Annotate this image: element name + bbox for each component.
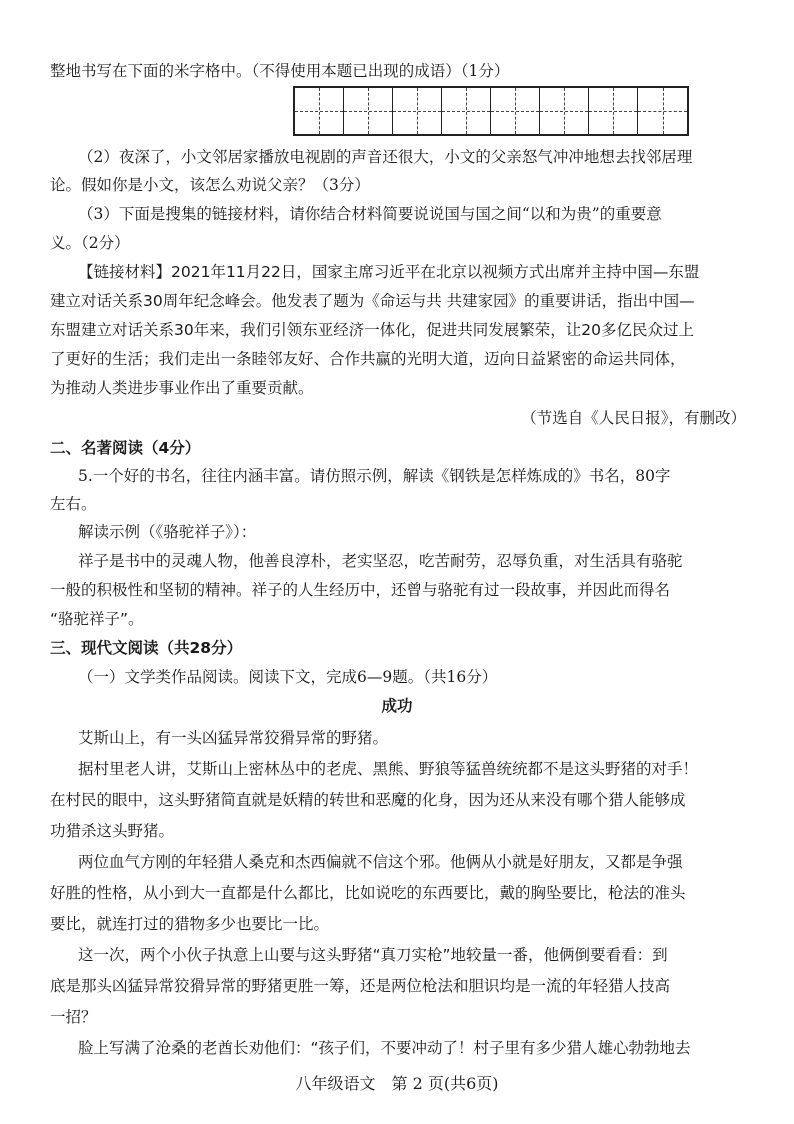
question-3-line: 义。（2分）: [50, 234, 130, 252]
question-intro-tail: 整地书写在下面的米字格中。（不得使用本题已出现的成语）（1分）: [50, 62, 510, 80]
grid-cell[interactable]: [638, 88, 687, 134]
question-2-line: 论。假如你是小文，该怎么劝说父亲？（3分）: [50, 176, 370, 194]
material-line: 东盟建立对话关系30年来，我们引领东亚经济一体化，促进共同发展繁荣，让20多亿民众过上: [50, 321, 694, 339]
article-paragraph-line: 两位血气方刚的年轻猎人桑克和杰西偏就不信这个邪。他俩从小就是好朋友，又都是争强: [78, 853, 683, 871]
writing-grid[interactable]: [293, 86, 689, 136]
section-3-subheading: （一）文学类作品阅读。阅读下文，完成6—9题。（共16分）: [78, 668, 498, 686]
example-line: 一般的积极性和坚韧的精神。祥子的人生经历中，还曾与骆驼有过一段故事，并因此而得名: [50, 581, 671, 599]
material-source: （节选自《人民日报》，有删改）: [521, 409, 746, 427]
article-paragraph-line: 脸上写满了沧桑的老酋长劝他们：“孩子们，不要冲动了！村子里有多少猎人雄心勃勃地去: [78, 1039, 691, 1057]
material-line: 了更好的生活；我们走出一条睦邻友好、合作共赢的光明大道，迈向日益紧密的命运共同体，: [50, 350, 686, 368]
grid-cell[interactable]: [344, 88, 393, 134]
page-footer: 八年级语文 第 2 页(共6页): [295, 1074, 499, 1093]
article-paragraph-line: 功猎杀这头野猪。: [50, 822, 175, 840]
question-3-line: （3）下面是搜集的链接材料，请你结合材料简要说说国与国之间“以和为贵”的重要意: [78, 205, 662, 223]
article-paragraph-line: 艾斯山上，有一头凶猛异常狡猾异常的野猪。: [78, 729, 389, 747]
article-paragraph-line: 一招？: [50, 1008, 97, 1026]
grid-cell[interactable]: [589, 88, 638, 134]
example-line: 祥子是书中的灵魂人物，他善良淳朴，老实坚忍，吃苦耐劳，忍辱负重，对生活具有骆驼: [78, 552, 683, 570]
article-paragraph-line: 好胜的性格，从小到大一直都是什么都比，比如说吃的东西要比，戴的胸坠要比，枪法的准头: [50, 884, 686, 902]
grid-cell[interactable]: [442, 88, 491, 134]
grid-cell[interactable]: [393, 88, 442, 134]
section-3-heading: 三、现代文阅读（共28分）: [50, 639, 243, 657]
article-paragraph-line: 要比，就连打过的猎物多少也要比一比。: [50, 915, 330, 933]
example-line: “骆驼祥子”。: [50, 610, 144, 628]
question-2-line: （2）夜深了，小文邻居家播放电视剧的声音还很大，小文的父亲怒气冲冲地想去找邻居理: [78, 148, 693, 166]
grid-cell[interactable]: [295, 88, 344, 134]
section-2-heading: 二、名著阅读（4分）: [50, 439, 201, 457]
material-line: 【链接材料】2021年11月22日，国家主席习近平在北京以视频方式出席并主持中国—东盟: [78, 263, 700, 281]
grid-cell[interactable]: [540, 88, 589, 134]
material-line: 为推动人类进步事业作出了重要贡献。: [50, 379, 314, 397]
article-paragraph-line: 在村民的眼中，这头野猪简直就是妖精的转世和恶魔的化身，因为还从来没有哪个猎人能够成: [50, 791, 686, 809]
article-paragraph-line: 这一次，两个小伙子执意上山要与这头野猪“真刀实枪”地较量一番，他俩倒要看看：到: [78, 946, 668, 964]
example-label: 解读示例（《骆驼祥子》）：: [78, 523, 257, 541]
material-line: 建立对话关系30周年纪念峰会。他发表了题为《命运与共 共建家园》的重要讲话，指出中国—: [50, 292, 695, 310]
article-title: 成功: [381, 697, 413, 715]
grid-cell[interactable]: [491, 88, 540, 134]
article-paragraph-line: 据村里老人讲，艾斯山上密林丛中的老虎、黑熊、野狼等猛兽统统都不是这头野猪的对手！: [78, 760, 699, 778]
question-5-line: 左右。: [50, 495, 97, 513]
article-paragraph-line: 底是那头凶猛异常狡猾异常的野猪更胜一筹，还是两位枪法和胆识均是一流的年轻猎人技高: [50, 977, 671, 995]
question-5-line: 5.一个好的书名，往往内涵丰富。请仿照示例，解读《钢铁是怎样炼成的》书名，80字: [78, 467, 671, 485]
